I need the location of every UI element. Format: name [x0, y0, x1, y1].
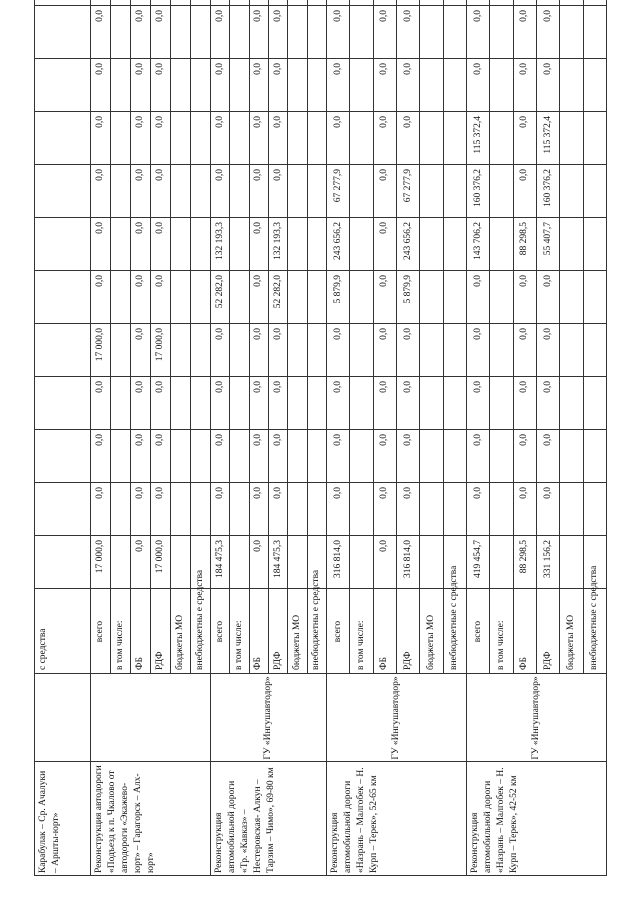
amount-cell: 115 372,4: [472, 116, 483, 154]
table-rule-vertical: [34, 673, 606, 674]
funding-source-label: всего: [472, 620, 483, 643]
funding-source-label: ФБ: [135, 657, 145, 670]
amount-cell: 0,0: [332, 116, 343, 128]
funding-source-label: в том числе:: [496, 620, 506, 670]
amount-cell: [154, 0, 166, 4]
amount-cell: 0,0: [135, 63, 145, 75]
amount-cell: 0,0: [472, 434, 483, 446]
table-rule-vertical: [34, 376, 606, 377]
amount-cell: [272, 0, 284, 4]
amount-cell: 0,0: [332, 381, 343, 393]
amount-cell: 0,0: [214, 63, 225, 75]
amount-cell: 0,0: [379, 63, 390, 75]
amount-cell: 0,0: [379, 434, 390, 446]
amount-cell: 0,0: [519, 381, 530, 393]
funding-source-label: ФБ: [379, 657, 390, 670]
amount-cell: 88 298,5: [519, 222, 530, 256]
amount-cell: 0,0: [135, 328, 145, 340]
amount-cell: 0,0: [379, 381, 390, 393]
table-rule-horizontal: [373, 0, 374, 674]
amount-cell: 0,0: [379, 487, 390, 499]
table-rule-horizontal: [170, 0, 171, 674]
amount-cell: 0,0: [253, 381, 264, 393]
amount-cell: 0,0: [253, 116, 264, 128]
amount-cell: 0,0: [379, 328, 390, 340]
amount-cell: 5 879,9: [402, 275, 413, 304]
funding-source-label: бюджеты МО: [566, 614, 576, 670]
amount-cell: 0,0: [379, 10, 390, 22]
amount-cell: 0,0: [519, 10, 530, 22]
table-rule-horizontal: [559, 0, 560, 674]
amount-cell: 0,0: [253, 63, 264, 75]
table-rule-horizontal: [287, 0, 288, 674]
table-rule-vertical: [34, 58, 606, 59]
amount-cell: 0,0: [214, 10, 225, 22]
amount-cell: [378, 0, 390, 4]
table-rule-horizontal: [513, 0, 514, 674]
amount-cell: 0,0: [135, 169, 145, 181]
amount-cell: 0,0: [472, 275, 483, 287]
funding-source-label: ФБ: [519, 657, 530, 670]
amount-cell: 5 879,9: [332, 275, 343, 304]
amount-cell: 0,0: [402, 328, 413, 340]
amount-cell: 0,0: [519, 328, 530, 340]
amount-cell: 0,0: [155, 63, 165, 75]
amount-cell: 0,0: [135, 275, 145, 287]
funding-source-label: бюджеты МО: [175, 614, 185, 670]
responsible-organization: ГУ «Ингушавтодор»: [391, 676, 401, 760]
amount-cell: [518, 0, 530, 4]
amount-cell: 243 656,2: [402, 222, 413, 260]
funding-source-label: бюджеты МО: [292, 614, 302, 670]
table-rule-horizontal: [489, 0, 490, 674]
amount-cell: [542, 0, 554, 4]
amount-cell: 0,0: [519, 434, 530, 446]
amount-cell: 52 282,0: [272, 275, 283, 309]
amount-cell: 132 193,3: [214, 222, 225, 260]
amount-cell: 17 000,0: [155, 540, 165, 574]
amount-cell: 0,0: [214, 328, 225, 340]
amount-cell: 0,0: [95, 169, 105, 181]
amount-cell: 0,0: [155, 487, 165, 499]
table-rule-horizontal: [606, 0, 607, 876]
amount-cell: 0,0: [402, 487, 413, 499]
amount-cell: 0,0: [472, 381, 483, 393]
amount-cell: 0,0: [155, 116, 165, 128]
funding-source-label: всего: [95, 620, 105, 643]
amount-cell: 132 193,3: [272, 222, 283, 260]
amount-cell: 17 000,0: [95, 540, 105, 574]
funding-source-label: всего: [214, 620, 225, 643]
table-rule-horizontal: [210, 0, 211, 876]
row-description: Реконструкция автомобильной дороги «Назрань – Малгобек – Н. Курп – Терек», 42-52 км: [470, 767, 519, 873]
table-rule-horizontal: [443, 0, 444, 674]
amount-cell: 0,0: [472, 487, 483, 499]
amount-cell: 52 282,0: [214, 275, 225, 309]
table-rule-horizontal: [536, 0, 537, 674]
amount-cell: 0,0: [272, 169, 283, 181]
table-rule-horizontal: [396, 0, 397, 674]
amount-cell: 419 454,7: [472, 540, 483, 578]
table-rule-horizontal: [268, 0, 269, 674]
amount-cell: 0,0: [379, 116, 390, 128]
amount-cell: 0,0: [155, 169, 165, 181]
amount-cell: 0,0: [272, 116, 283, 128]
table-rule-vertical: [34, 875, 606, 876]
amount-cell: 0,0: [519, 63, 530, 75]
amount-cell: 243 656,2: [332, 222, 343, 260]
amount-cell: 0,0: [332, 434, 343, 446]
amount-cell: 67 277,9: [402, 169, 413, 203]
amount-cell: 0,0: [95, 381, 105, 393]
table-rule-vertical: [34, 323, 606, 324]
amount-cell: 0,0: [542, 275, 553, 287]
rotated-budget-table: [20, 0, 620, 882]
amount-cell: 0,0: [542, 63, 553, 75]
amount-cell: 0,0: [272, 328, 283, 340]
amount-cell: 0,0: [379, 169, 390, 181]
amount-cell: 0,0: [332, 328, 343, 340]
amount-cell: 316 814,0: [332, 540, 343, 578]
amount-cell: 0,0: [214, 116, 225, 128]
amount-cell: 0,0: [135, 434, 145, 446]
amount-cell: 184 475,3: [272, 540, 283, 578]
amount-cell: 0,0: [95, 275, 105, 287]
amount-cell: 0,0: [272, 381, 283, 393]
table-rule-horizontal: [307, 0, 308, 674]
amount-cell: 0,0: [214, 169, 225, 181]
amount-cell: 0,0: [542, 328, 553, 340]
amount-cell: 0,0: [135, 222, 145, 234]
amount-cell: 160 376,2: [472, 169, 483, 207]
table-rule-horizontal: [466, 0, 467, 876]
table-rule-horizontal: [419, 0, 420, 674]
row-description: Карабулак – Ср. Ачалуки – Аршты-юрт»: [38, 770, 61, 873]
amount-cell: 0,0: [379, 222, 390, 234]
amount-cell: 0,0: [95, 10, 105, 22]
amount-cell: [134, 0, 146, 4]
amount-cell: 0,0: [472, 328, 483, 340]
funding-source-label: в том числе:: [234, 620, 244, 670]
table-rule-vertical: [34, 270, 606, 271]
table-rule-vertical: [34, 761, 606, 762]
amount-cell: 0,0: [155, 434, 165, 446]
table-rule-horizontal: [326, 0, 327, 876]
responsible-organization: ГУ «Ингушавтодор»: [531, 676, 541, 760]
funding-source-label: РДФ: [402, 651, 413, 670]
table-rule-horizontal: [583, 0, 584, 674]
amount-cell: 0,0: [519, 275, 530, 287]
funding-source-label: в том числе:: [115, 620, 125, 670]
amount-cell: 316 814,0: [402, 540, 413, 578]
amount-cell: 0,0: [332, 10, 343, 22]
amount-cell: 0,0: [402, 381, 413, 393]
amount-cell: 0,0: [95, 222, 105, 234]
funding-source-label: всего: [332, 620, 343, 643]
funding-source-label: внебюджетны е средства: [311, 569, 322, 670]
amount-cell: 0,0: [214, 434, 225, 446]
table-rule-horizontal: [110, 0, 111, 674]
amount-cell: 0,0: [402, 10, 413, 22]
amount-cell: 0,0: [253, 10, 264, 22]
amount-cell: 0,0: [542, 434, 553, 446]
amount-cell: 184 475,3: [214, 540, 225, 578]
amount-cell: 0,0: [95, 434, 105, 446]
row-description: Реконструкция автодороги «Подъезд к п. Чкалово от автодороги «Экажево- юрт» – Гарагорск – Алх- юрт»: [94, 765, 156, 873]
funding-source-label: РДФ: [542, 651, 553, 670]
amount-cell: 0,0: [253, 275, 264, 287]
funding-source-label: в том числе:: [356, 620, 366, 670]
amount-cell: 0,0: [155, 222, 165, 234]
amount-cell: [402, 0, 414, 4]
amount-cell: 0,0: [253, 328, 264, 340]
funding-source-label: внебюджетные с средства: [589, 565, 600, 670]
table-rule-vertical: [34, 535, 606, 536]
amount-cell: 143 706,2: [472, 222, 483, 260]
amount-cell: 0,0: [253, 487, 264, 499]
amount-cell: 0,0: [135, 116, 145, 128]
amount-cell: [252, 0, 264, 4]
table-rule-horizontal: [190, 0, 191, 674]
amount-cell: 0,0: [272, 63, 283, 75]
amount-cell: 0,0: [95, 487, 105, 499]
responsible-organization: ГУ «Ингушавтодор»: [263, 676, 273, 760]
amount-cell: 17 000,0: [95, 328, 105, 362]
amount-cell: 0,0: [95, 63, 105, 75]
amount-cell: 0,0: [135, 487, 145, 499]
amount-cell: 0,0: [519, 116, 530, 128]
header-fragment: с средства: [38, 628, 48, 670]
amount-cell: 115 372,4: [542, 116, 553, 154]
amount-cell: 0,0: [253, 222, 264, 234]
amount-cell: 55 407,7: [542, 222, 553, 256]
amount-cell: 0,0: [519, 487, 530, 499]
amount-cell: 0,0: [542, 381, 553, 393]
amount-cell: 0,0: [542, 487, 553, 499]
amount-cell: 0,0: [95, 116, 105, 128]
table-rule-vertical: [34, 111, 606, 112]
amount-cell: 0,0: [402, 63, 413, 75]
amount-cell: 0,0: [272, 434, 283, 446]
amount-cell: 0,0: [332, 63, 343, 75]
amount-cell: 0,0: [155, 10, 165, 22]
amount-cell: 88 298,5: [519, 540, 530, 574]
row-description: Реконструкция автомобильной дороги «Тр. «Кавказ» – Нестеровская- Алкун – Тарзим – Чимо», 69-80 км: [214, 767, 276, 873]
amount-cell: 0,0: [155, 275, 165, 287]
amount-cell: 0,0: [519, 169, 530, 181]
table-rule-vertical: [34, 5, 606, 6]
funding-source-label: РДФ: [272, 651, 283, 670]
amount-cell: 0,0: [542, 10, 553, 22]
funding-source-label: внебюджетны е средства: [195, 569, 205, 670]
table-rule-vertical: [34, 164, 606, 165]
amount-cell: 0,0: [135, 10, 145, 22]
table-rule-horizontal: [249, 0, 250, 674]
amount-cell: 0,0: [402, 434, 413, 446]
amount-cell: 17 000,0: [155, 328, 165, 362]
amount-cell: 0,0: [253, 540, 264, 552]
amount-cell: 0,0: [272, 10, 283, 22]
table-rule-horizontal: [90, 0, 91, 876]
amount-cell: [332, 0, 344, 4]
amount-cell: [94, 0, 106, 4]
funding-source-label: бюджеты МО: [426, 614, 436, 670]
amount-cell: 0,0: [155, 381, 165, 393]
amount-cell: 0,0: [272, 487, 283, 499]
amount-cell: 160 376,2: [542, 169, 553, 207]
amount-cell: 0,0: [379, 540, 390, 552]
table-rule-vertical: [34, 217, 606, 218]
amount-cell: 0,0: [253, 434, 264, 446]
amount-cell: 0,0: [472, 63, 483, 75]
amount-cell: 0,0: [135, 381, 145, 393]
amount-cell: 0,0: [253, 169, 264, 181]
amount-cell: 0,0: [472, 10, 483, 22]
funding-source-label: ФБ: [253, 657, 264, 670]
amount-cell: 0,0: [214, 381, 225, 393]
table-rule-horizontal: [349, 0, 350, 674]
amount-cell: 67 277,9: [332, 169, 343, 203]
funding-source-label: РДФ: [155, 651, 165, 670]
amount-cell: 0,0: [402, 116, 413, 128]
table-rule-horizontal: [130, 0, 131, 674]
table-rule-vertical: [34, 482, 606, 483]
amount-cell: 0,0: [332, 487, 343, 499]
table-rule-horizontal: [150, 0, 151, 674]
table-rule-horizontal: [34, 0, 35, 876]
amount-cell: [472, 0, 484, 4]
amount-cell: 0,0: [135, 540, 145, 552]
amount-cell: [214, 0, 226, 4]
amount-cell: 0,0: [214, 487, 225, 499]
funding-source-label: внебюджетные с средства: [449, 565, 460, 670]
row-description: Реконструкция автомобильной дороги «Назрань – Малгобек – Н. Курп – Терек», 52-65 км: [330, 767, 379, 873]
amount-cell: 0,0: [379, 275, 390, 287]
table-rule-horizontal: [229, 0, 230, 674]
table-rule-vertical: [34, 429, 606, 430]
amount-cell: 331 156,2: [542, 540, 553, 578]
